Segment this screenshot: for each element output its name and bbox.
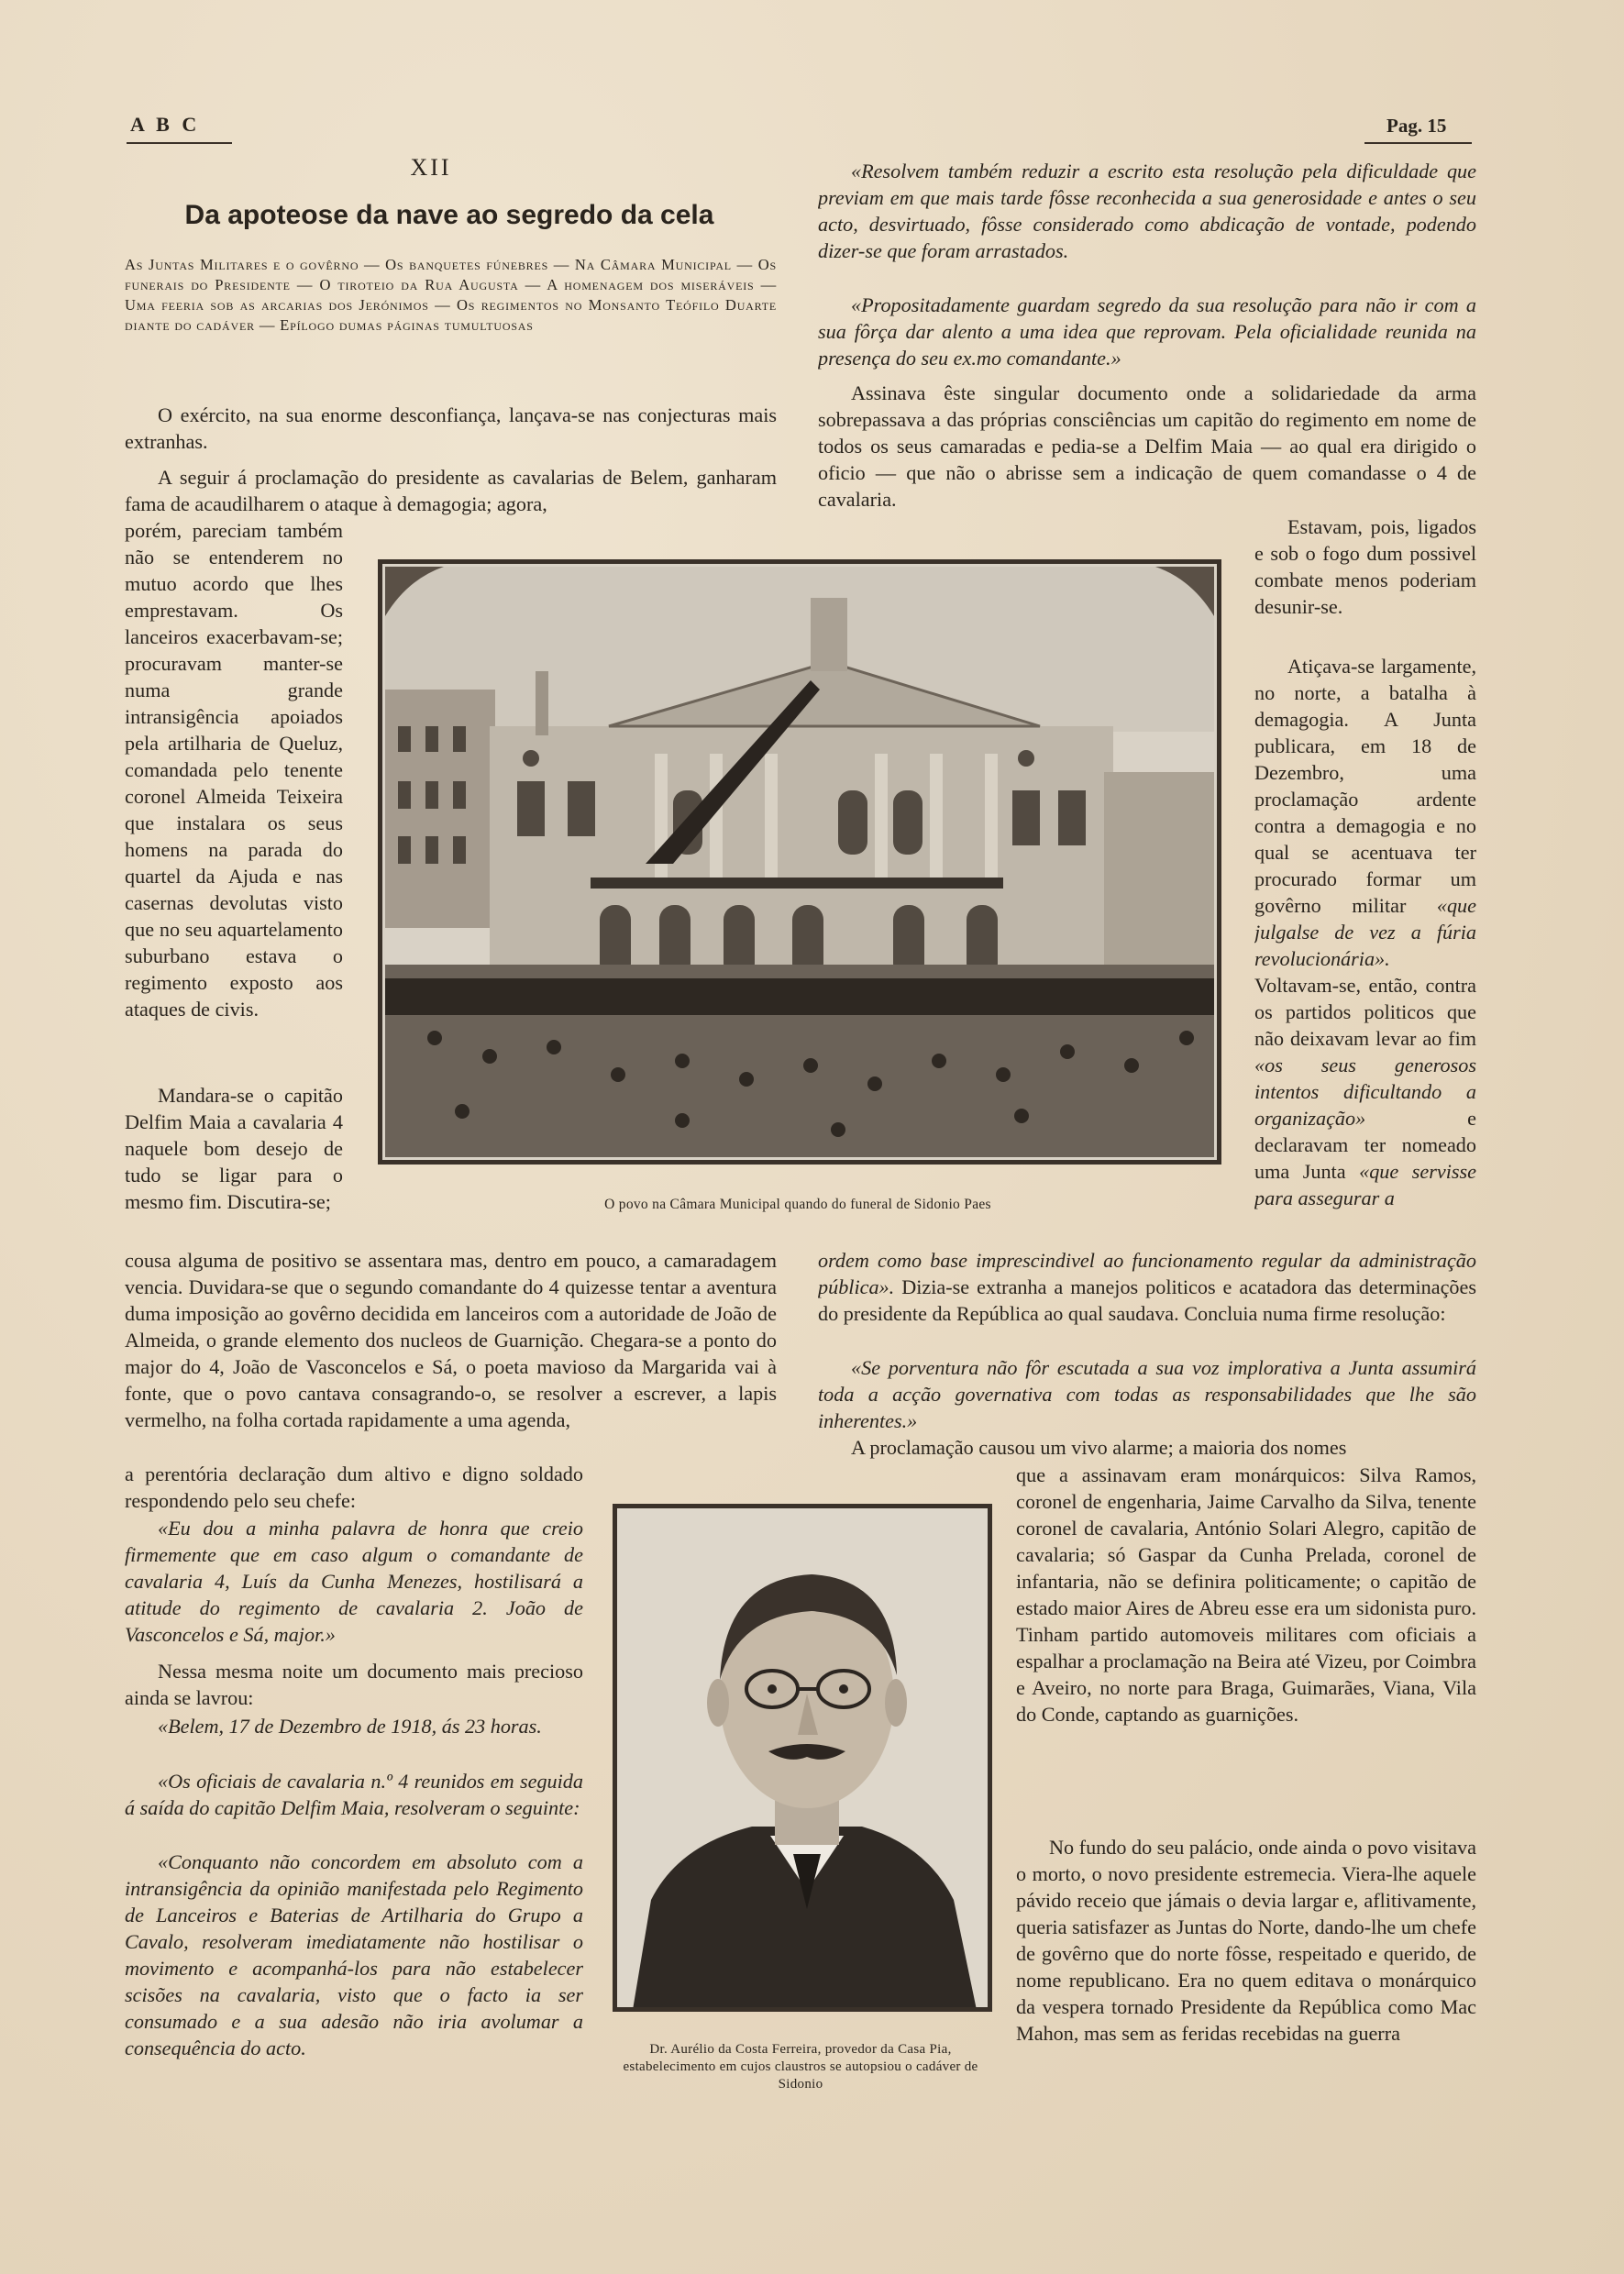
photo-city-hall-frame: [378, 559, 1221, 1165]
right-paragraph-1: Assinava êste singular documento onde a solidariedade da arma sobrepassava a das próprias consciências um capitão do regimento em nome de todos os seus camaradas e pedia-se a Delfim Maia — ao qual era dirigido o oficio — que não o abrisse sem a indicação de quem comandasse o 4 de cavalaria.: [818, 381, 1476, 511]
left-quote-3: «Os oficiais de cavalaria n.º 4 reunidos em seguida á saída do capitão Delfim Maia, resolveram o seguinte:: [125, 1770, 583, 1819]
chapter-title: Da apoteose da nave ao segredo da cela: [184, 200, 714, 230]
right-quote-6: «Propositadamente guardam segredo da sua resolução para não ir com a sua fôrça dar alento a uma idea que reprovam. Pela oficialidade reunida na presença do seu ex.mo comandante.»: [818, 293, 1476, 370]
left-paragraph-6: Nessa mesma noite um documento mais precioso ainda se lavrou:: [125, 1660, 583, 1709]
left-paragraph-4: cousa alguma de positivo se assentara mas, dentro em pouco, a camaradagem vencia. Duvidara-se que o segundo comandante do 4 quizesse tentar a aventura duma imposição ao govêrno decidida em lanceiros com a autoridade de João de Almeida, o grande elemento dos nucleos de Guarnição. Chegara-se a ponto do major do 4, João de Vasconcelos e Sá, o poeta mavioso da Margarida vai à fonte, que o povo cantava consagrando-o, se resolver a escrever, a lapis vermelho, na folha cortada rapidamente a uma agenda,: [125, 1249, 777, 1431]
right-quote-7: «Se porventura não fôr escutada a sua voz implorativa a Junta assumirá toda a acção governativa com todas as responsabilidades que lhe são inherentes.»: [818, 1356, 1476, 1432]
left-quote-1: «Eu dou a minha palavra de honra que creio firmemente que em caso algum o comandante de cavalaria 4, Luís da Cunha Menezes, hostilisará a atitude do regimento de cavalaria 2. João de Vasconcelos e Sá, major.»: [125, 1517, 583, 1646]
left-quote-2: «Belem, 17 de Dezembro de 1918, ás 23 horas.: [158, 1715, 542, 1738]
right-paragraph-2: Estavam, pois, ligados e sob o fogo dum possivel combate menos poderiam desunir-se.: [1254, 515, 1476, 618]
left-paragraph-2b: porém, pareciam também não se entenderem no mutuo acordo que lhes emprestavam. Os lanceiros exacerbavam-se; procuravam manter-se numa grande intransigência apoiados pela artilharia de Queluz, comandada pelo tenente coronel Almeida Teixeira que instalara os seus homens na parada do quartel da Ajuda e nas casernas devolutas visto que no seu aquartelamento suburbano estava o regimento exposto aos ataques de civis.: [125, 519, 343, 1021]
photo-portrait-caption: Dr. Aurélio da Costa Ferreira, provedor da Casa Pia, estabelecimento em cujos claustros se autopsiou o cadáver de Sidonio: [623, 2042, 978, 2092]
left-paragraph-3: Mandara-se o capitão Delfim Maia a cavalaria 4 naquele bom desejo de tudo se ligar para o mesmo fim. Discutira-se;: [125, 1084, 343, 1213]
photo-portrait: [614, 1506, 990, 2010]
header-left-rule: [127, 142, 232, 144]
left-quote-4: «Conquanto não concordem em absoluto com a intransigência da opinião manifestada pelo Regimento de Lanceiros e Baterias de Artilharia do Grupo a Cavalo, resolveram imediatamente não hostilisar o movimento e acompanhá-los para não estabelecer scisões na cavalaria, visto que o facto ia ser consumado e a sua adesão não iria avolumar a consequência do acto.: [125, 1850, 583, 2059]
left-paragraph-1: O exército, na sua enorme desconfiança, lançava-se nas conjecturas mais extranhas.: [125, 403, 777, 453]
chapter-summary: As Juntas Militares e o govêrno — Os banquetes fúnebres — Na Câmara Municipal — Os funerais do Presidente — O tiroteio da Rua Augusta — A homenagem dos miseráveis — Uma feeria sob as arcarias dos Jerónimos — Os regimentos no Monsanto Teófilo Duarte diante do cadáver — Epílogo dumas páginas tumultuosas: [125, 256, 777, 334]
right-quote-5: «Resolvem também reduzir a escrito esta resolução pela dificuldade que previam em que mais tarde fôsse reconhecida a sua generosidade e antes o seu acto, desvirtuado, fôsse considerado como abdicação de vontade, podendo dizer-se que foram arrastados.: [818, 160, 1476, 262]
right-paragraph-3: Atiçava-se largamente, no norte, a batalha à demagogia. A Junta publicara, em 18 de Dezembro, uma proclamação ardente contra a demagogia e no qual se acentuava ter procurado formar um govêrno militar «que julgalse de vez a fúria revolucionária». Voltavam-se, então, contra os partidos politicos que não deixavam levar ao fim «os seus generosos intentos dificultando a organização» e declaravam ter nomeado uma Junta «que servisse para assegurar a: [1254, 655, 1476, 1209]
photo-portrait-frame: [613, 1504, 992, 2012]
header-right-rule: [1364, 142, 1472, 144]
right-paragraph-4: ordem como base imprescindivel ao funcionamento regular da administração pública». Dizia-se extranha a manejos politicos e acatadora das determinações do presidente da República ao qual saudava. Concluia numa firme resolução:: [818, 1249, 1476, 1325]
right-paragraph-5b: que a assinavam eram monárquicos: Silva Ramos, coronel de engenharia, Jaime Carvalho da Silva, tenente coronel de cavalaria, António Solari Alegro, capitão de cavalaria; só Gaspar da Cunha Prelada, coronel de infantaria, não se definira politicamente; o capitão de estado maior Aires de Abreu esse era um sidonista puro. Tinham partido automoveis militares com oficiais a espalhar a proclamação na Beira até Vizeu, por Coimbra e Aveiro, no norte para Braga, Guimarães, Viana, Vila do Conde, captando as guarnições.: [1016, 1463, 1476, 1726]
left-paragraph-5: a perentória declaração dum altivo e digno soldado respondendo pelo seu chefe:: [125, 1463, 583, 1512]
right-paragraph-6: No fundo do seu palácio, onde ainda o povo visitava o morto, o novo presidente estremecia. Viera-lhe aquele pávido receio que jámais o devia largar e, aflitivamente, queria satisfazer as Juntas do Norte, dando-lhe um chefe de govêrno que do norte fôsse, respeitado e querido, de nome republicano. Era no quem editava o monárquico da vespera tornado Presidente da República como Mac Mahon, mas sem as feridas recebidas na guerra: [1016, 1836, 1476, 2045]
header-left: A B C: [130, 113, 201, 136]
header-page-number: Pag. 15: [1386, 115, 1447, 137]
right-paragraph-5a: A proclamação causou um vivo alarme; a maioria dos nomes: [851, 1436, 1347, 1459]
photo-city-hall-caption: O povo na Câmara Municipal quando do funeral de Sidonio Paes: [604, 1197, 991, 1212]
photo-city-hall: [380, 561, 1220, 1163]
left-paragraph-2a: A seguir á proclamação do presidente as cavalarias de Belem, ganharam fama de acaudilharem o ataque à demagogia; agora,: [125, 466, 777, 515]
chapter-number: XII: [410, 154, 452, 181]
